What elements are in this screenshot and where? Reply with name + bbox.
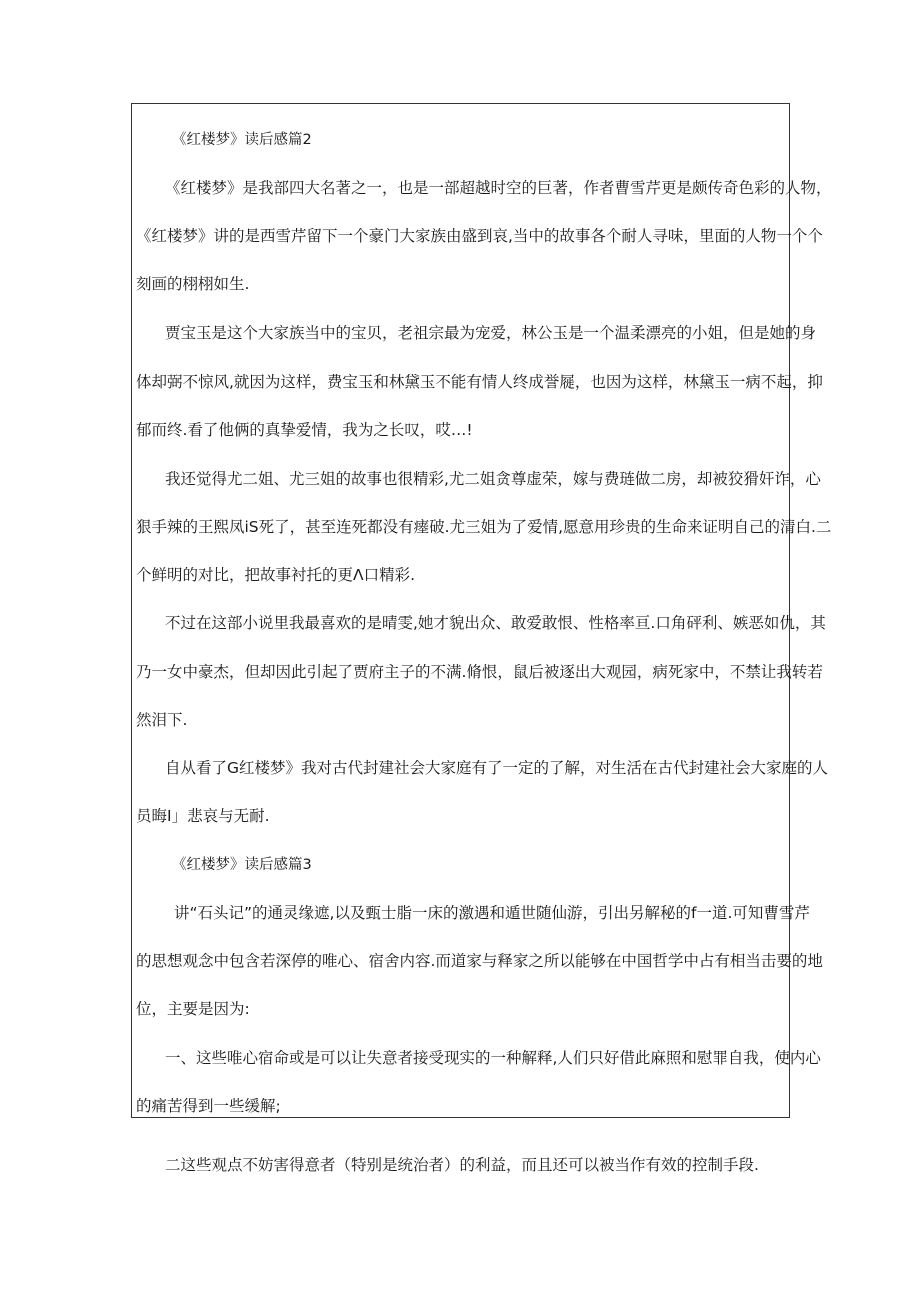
section-3-title: 《红楼梦》读后感篇3 xyxy=(172,857,312,873)
paragraph-line: 的思想观念中包含若深停的唯心、宿舍内容.而道家与释家之所以能够在中国哲学中占有相当击要的地 xyxy=(136,952,823,970)
paragraph-line: 狠手辣的王熙凤iS死了，甚至连死都没有瘗破.尤三姐为了爱情,愿意用珍贵的生命来证明自己的清白.二 xyxy=(136,518,832,536)
paragraph-line: 的痛苦得到一些缓解; xyxy=(136,1097,281,1115)
paragraph-line: 一、这些唯心宿命或是可以让失意者接受现实的一种解释,人们只好借此麻照和慰罪自我，使内心 xyxy=(165,1049,821,1067)
paragraph-line: 乃一女中豪杰，但却因此引起了贾府主子的不满.脩恨，鼠后被逐出大观园，病死家中，不禁让我转若 xyxy=(136,663,823,681)
paragraph-line: 不过在这部小说里我最喜欢的是晴雯,她才貌出众、敢爱敢恨、性格率亘.口角砰利、嫉恶如仇，其 xyxy=(165,614,826,632)
paragraph-line: 然泪下. xyxy=(136,711,188,729)
paragraph-line: 位，主要是因为: xyxy=(136,1000,250,1018)
paragraph-line: 贾宝玉是这个大家族当中的宝贝，老祖宗最为宠爱，林公玉是一个温柔漂亮的小姐，但是她的身 xyxy=(165,324,817,342)
paragraph-line: 个鲜明的对比，把故事衬托的更Λ口精彩. xyxy=(136,566,416,584)
paragraph-line: 二这些观点不妨害得意者（特别是统治者）的利益，而且还可以被当作有效的控制手段. xyxy=(165,1156,759,1174)
paragraph-line: 《红楼梦》讲的是西雪芹留下一个豪门大家族由盛到哀,当中的故事各个耐人寻味，里面的人物一个个 xyxy=(136,227,823,245)
paragraph-line: 我还觉得尤二姐、尤三姐的故事也很精彩,尤二姐贪尊虚荣，嫁与费琏做二房，却被狡猾奸诈，心 xyxy=(165,470,821,488)
paragraph-line: 《红楼梦》是我部四大名著之一，也是一部超越时空的巨著，作者曹雪芹更是颇传奇色彩的人物， xyxy=(165,179,832,197)
paragraph-line: 刻画的栩栩如生. xyxy=(136,275,250,293)
paragraph-line: 自从看了G红楼梦》我对古代封建社会大家庭有了一定的了解，对生活在古代封建社会大家庭的人 xyxy=(165,759,829,777)
paragraph-line: 体却弼不惊风,就因为这样，费宝玉和林黛玉不能有情人终成誉屣，也因为这样，林黛玉一病不起，抑 xyxy=(136,373,823,391)
paragraph-line: 郁而终.看了他俩的真挚爱情，我为之长叹，哎…! xyxy=(136,421,473,439)
paragraph-line: 员晦I」悲哀与无耐. xyxy=(136,807,270,825)
paragraph-line: 讲“石头记”的通灵缘遮,以及甄士脂一床的激遇和遁世随仙游，引出另解秘的f一道.可知曹雪芹 xyxy=(174,904,810,922)
section-2-title: 《红楼梦》读后感篇2 xyxy=(172,132,312,148)
